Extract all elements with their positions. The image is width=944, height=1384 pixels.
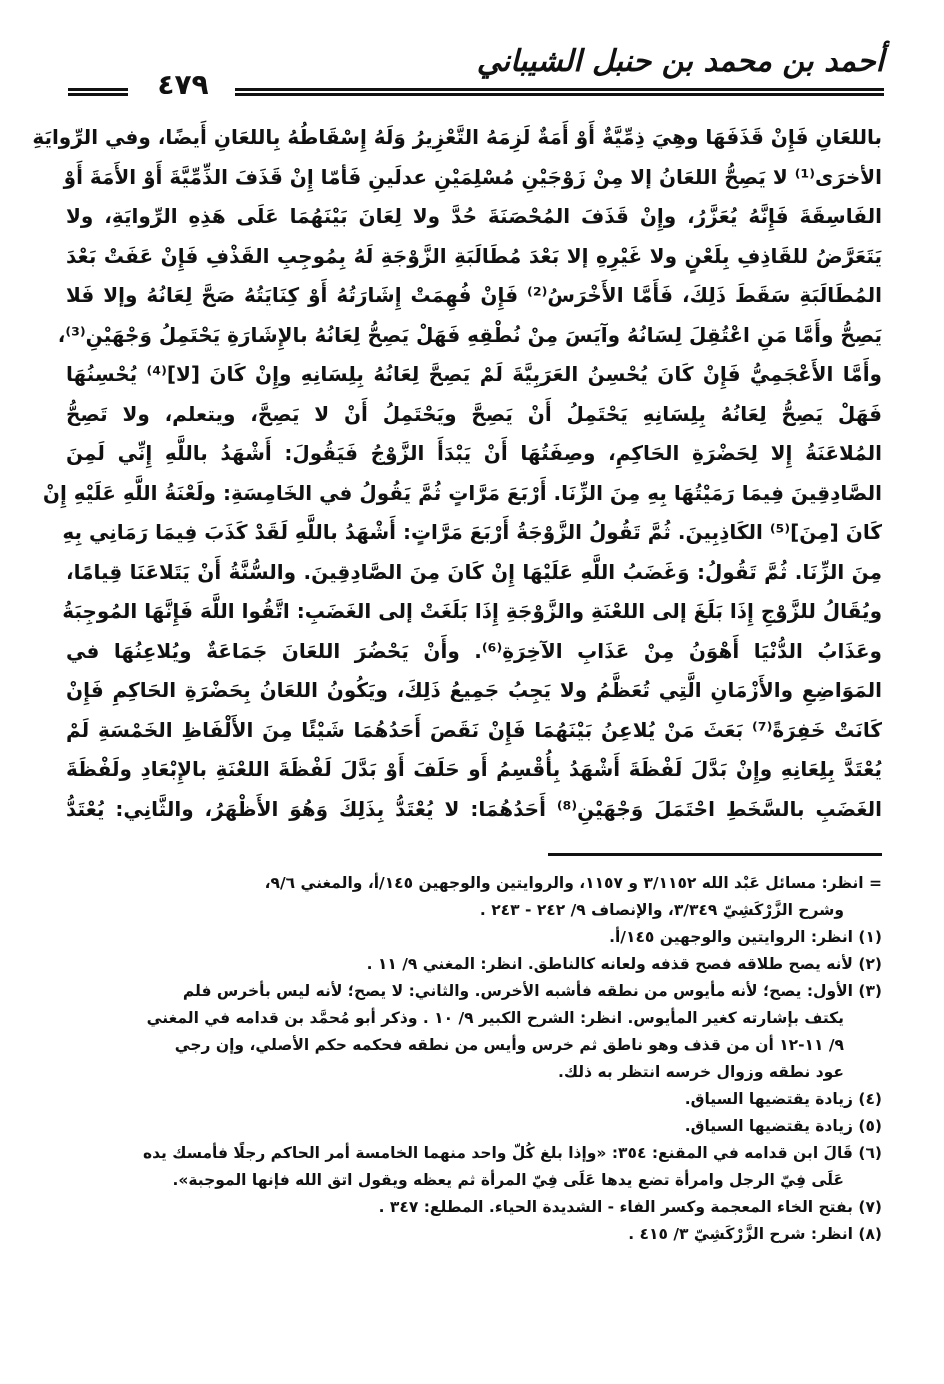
footnote-line: (٥) زيادة يقتضيها السياق. — [684, 1117, 882, 1135]
text-line: يَتَعَرَّضُ للقَاذِفِ بِلَعْنٍ ولا غَيْرِهِ إلا بَعْدَ مُطَالَبَةِ الزَّوْجَةِ لَهُ بِمُوجِبِ القَذْفِ فَإِنْ عَفَتْ بَعْدَ — [66, 243, 882, 268]
footnote-line: عَلَى فِيّ الرجل وامرأة تضع يدها عَلَى فِيّ المرأة ثم يعظه ويقول اتق الله فإنها الموجبة». — [172, 1171, 844, 1189]
text-line: فَهَلْ يَصِحُّ لِعَانُهُ بِلِسَانِهِ يَحْتَمِلُ أَنْ يَصِحَّ ويَحْتَمِلُ أَنْ لا يَصِحَّ، ويتعلم، ولا تَصِحُّ — [66, 401, 882, 426]
page-number: ٤٧٩ — [157, 68, 209, 101]
text-line: الصَّادِقِينَ فِيمَا رَمَيْتُهَا بِهِ مِنَ الزِّنَا. أَرْبَعَ مَرَّاتٍ ثُمَّ يَقُولُ في الخَامِسَةِ: ولَعْنَةُ اللَّهِ عَلَيْهِ إِنْ — [42, 480, 882, 505]
text-line: باللعَانِ فَإِنْ قَذَفَهَا وهِيَ ذِمِّيَّةٌ أَوْ أَمَةٌ لَزِمَهُ التَّعْزِيرُ وَلَهُ إِسْقَاطُهُ بِاللعَانِ أَيضًا، وفي الرِّوايَةِ — [32, 125, 882, 149]
footnote-line: (١) انظر: الروايتين والوجهين ١٤٥/أ. — [609, 928, 882, 946]
main-text-block — [32, 118, 883, 834]
footnote-line: يكتف بإشارته كغير المأيوس. انظر: الشرح الكبير ٩/ ١٠ . وذكر أبو مُحمَّد بن قدامه في المغني — [146, 1009, 844, 1027]
text-line: الأخرَى⁽¹⁾ لا يَصِحُّ اللعَانُ إلا مِنْ زَوْجَيْنِ مُسْلِمَيْنِ عدلَينِ فَأمّا إِنْ قَذَفَ الذِّمِّيَّةَ أَوْ الأَمَةَ أَوْ — [63, 164, 882, 189]
header-rule — [235, 88, 884, 96]
footnotes-block — [70, 870, 882, 1248]
text-line: يَصِحُّ وأَمَّا مَنِ اعْتُقِلَ لِسَانُهُ وآيَسَ مِنْ نُطْقِهِ فَهَلْ يَصِحُّ لِعَانُهُ بالإِشَارَةِ يَحْتَمِلُ وَجْهَيْنِ⁽³⁾، — [57, 322, 882, 347]
footnote-line: (٦) قَالَ ابن قدامه في المقنع: ٣٥٤: «وإذا بلغ كُلّ واحد منهما الخامسة أمر الحاكم رجلًا فأمسك يده — [142, 1144, 882, 1162]
footnote-line: ٩/ ١١-١٢ أن من قذف وهو ناطق ثم خرس وأيس من نطقه فحكمه حكم الأصلي، وإن رجي — [174, 1036, 844, 1054]
footnote-separator — [548, 853, 882, 856]
text-line: وعَذَابُ الدُّنْيَا أَهْوَنُ مِنْ عَذَابِ الآخِرَةِ⁽⁶⁾. وأَنْ يَحْضُرَ اللعَانَ جَمَاعَةٌ ويُلاعِنُهَا في — [66, 638, 882, 663]
footnote-line: (٣) الأول: يصح؛ لأنه مأيوس من نطقه فأشبه الأخرس. والثاني: لا يصح؛ لأنه ليس بأخرس فلم — [182, 982, 882, 1000]
running-title: أحمد بن محمد بن حنبل الشيباني — [476, 44, 884, 79]
footnote-line: (٢) لأنه يصح طلاقه فصح قذفه ولعانه كالناطق. انظر: المغني ٩/ ١١ . — [366, 955, 882, 973]
text-line: المُطَالَبَةِ سَقَطَ ذَلِكَ، فَأَمَّا الأَخْرَسُ⁽²⁾ فَإِنْ فُهِمَتْ إِشَارَتُهُ أَوْ كِنَايَتُهُ صَحَّ لِعَانُهُ وإلا فَلا — [66, 283, 882, 307]
header-rule-short — [68, 88, 128, 96]
text-line: كَانَ [مِنَ]⁽⁵⁾ الكَاذِبِينَ. ثُمَّ تَقُولُ الزَّوْجَةُ أَرْبَعَ مَرَّاتٍ: أَشْهَدُ باللَّهِ لَقَدْ كَذَبَ فِيمَا رَمَانِي بِهِ — [62, 520, 882, 544]
page-header — [60, 38, 884, 101]
footnote-line: (٤) زيادة يقتضيها السياق. — [684, 1090, 882, 1108]
text-line: كَانَتْ خَفِرَةً⁽⁷⁾ بَعَثَ مَنْ يُلاعِنُ بَيْنَهُمَا فَإِنْ نَقَصَ أَحَدُهُمَا شَيْئًا مِنَ الأَلْفَاظِ الخَمْسَةِ لَمْ — [66, 717, 883, 742]
text-line: الفَاسِقَةَ فَإِنَّهُ يُعَزَّرُ، وإِنْ قَذَفَ المُحْصَنَةَ حُدَّ ولا لِعَانَ بَيْنَهُمَا عَلَى هَذِهِ الرِّوايَةِ، ولا — [66, 204, 882, 228]
footnote-line: وشرح الزَّرْكَشِيّ ٣/٣٤٩، والإنصاف ٩/ ٢٤٢ - ٢٤٣ . — [479, 901, 844, 919]
footnote-line: = انظر: مسائل عَبْد الله ٣/١١٥٢ و ١١٥٧، والروايتين والوجهين ١٤٥/أ، والمغني ٩/٦، — [264, 874, 882, 892]
text-line: المَوَاضِعِ والأَزْمَانِ الَّتِي تُعَظَّمُ ولا يَجِبُ جَمِيعُ ذَلِكَ، ويَكُونُ اللعَانُ بِحَضْرَةِ الحَاكِمِ فَإِنْ — [66, 678, 882, 702]
text-line: المُلاعَنَةُ إِلا لِحَضْرَةِ الحَاكِمِ، وصِفَتُهَا أَنْ يَبْدَأَ الزَّوْجُ فَيَقُولَ: أَشْهَدُ باللَّهِ إِنِّي لَمِنَ — [66, 441, 882, 465]
footnote-line: عود نطقه وزوال خرسه انتظر به ذلك. — [557, 1063, 844, 1081]
text-line: يُعْتَدَّ بِلِعَانِهِ وإِنْ بَدَّلَ لَفْظَةَ أَشْهَدُ بِأُقْسِمُ أَو حَلَفَ أَوْ بَدَّلَ لَفْظَةَ اللعْنَةِ بالإِبْعَادِ ولَفْظَةَ — [66, 757, 882, 781]
text-line: ويُقَالُ للزَّوْجِ إِذَا بَلَغَ إلى اللعْنَةِ والزَّوْجَةِ إِذَا بَلَغَتْ إلى الغَضَبِ: اتَّقُوا اللَّهَ فَإِنَّهَا المُوجِبَةُ — [62, 599, 882, 623]
text-line: وأَمَّا الأَعْجَمِيُّ فَإِنْ كَانَ يُحْسِنُ العَرَبِيَّةَ لَمْ يَصِحَّ لِعَانُهُ بِلِسَانِهِ وإِنْ كَانَ [لا]⁽⁴⁾ يُحْسِنُهَا — [66, 362, 882, 386]
footnote-line: (٨) انظر: شرح الزَّرْكَشِيّ ٣/ ٤١٥ . — [628, 1225, 882, 1243]
text-line: الغَضَبِ بالسَّخَطِ احْتَمَلَ وَجْهَيْنِ⁽⁸⁾ أَحَدُهُمَا: لا يُعْتَدُّ بِذَلِكَ وَهُوَ الأَظْهَرُ، والثَّانِي: يُعْتَدُّ — [66, 796, 882, 821]
footnote-line: (٧) بفتح الخاء المعجمة وكسر الفاء - الشديدة الحياء. المطلع: ٣٤٧ . — [378, 1198, 882, 1216]
text-line: مِنَ الزِّنَا. ثُمَّ تَقُولُ: وَغَضَبُ اللَّهِ عَلَيْهَا إِنْ كَانَ مِنَ الصَّادِقِينَ. والسُّنَّةُ أَنْ يَتَلاعَنَا قِيامًا، — [66, 559, 882, 584]
